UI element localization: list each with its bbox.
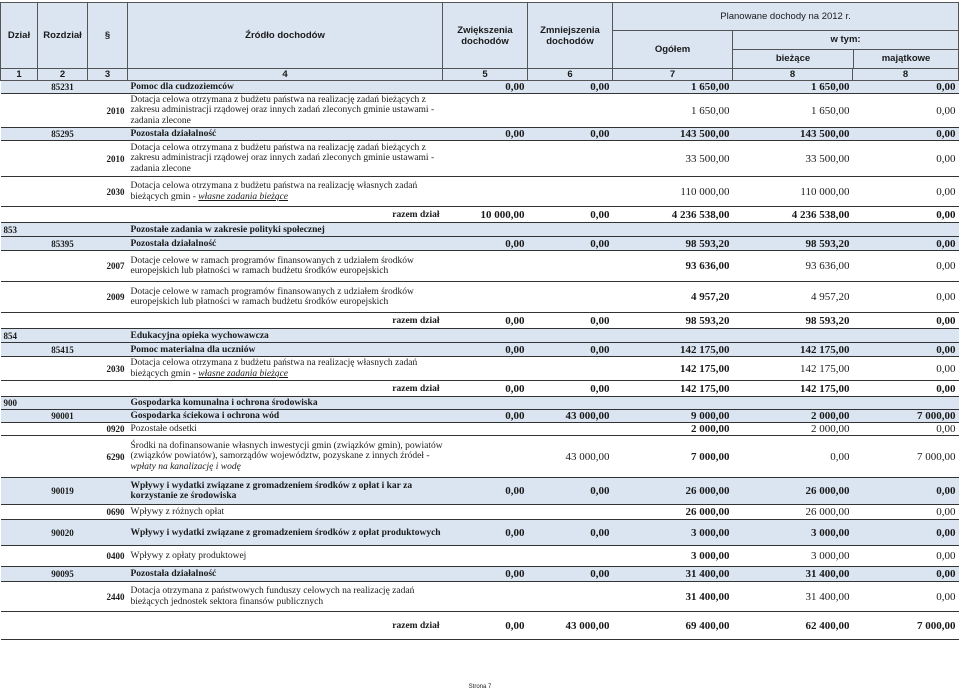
biezace-value: 0,00 xyxy=(733,436,853,478)
rozdzial-code: 90019 xyxy=(38,478,88,505)
majatkowe-value: 0,00 xyxy=(853,282,959,313)
ogolem-value: 9 000,00 xyxy=(613,410,733,423)
paragraf-code: 2030 xyxy=(88,177,128,207)
biezace-value: 1 650,00 xyxy=(733,81,853,94)
ogolem-value: 7 000,00 xyxy=(613,436,733,478)
razem-row xyxy=(1,313,959,329)
rozdzial-code: 90020 xyxy=(38,520,88,546)
zmniejszenia-value: 0,00 xyxy=(528,207,613,223)
zwiekszenia-value: 10 000,00 xyxy=(443,207,528,223)
razem-row xyxy=(1,207,959,223)
rozdzial-code: 90095 xyxy=(38,567,88,582)
colnum: 8 xyxy=(853,69,959,81)
zmniejszenia-value: 43 000,00 xyxy=(528,612,613,640)
majatkowe-value: 0,00 xyxy=(853,128,959,141)
biezace-value: 3 000,00 xyxy=(733,546,853,567)
income-table xyxy=(0,2,959,640)
col-paragraf-header: § xyxy=(88,3,128,69)
zwiekszenia-value: 0,00 xyxy=(443,478,528,505)
paragraf-code: 2030 xyxy=(88,357,128,381)
dzial-row xyxy=(1,397,959,410)
dzial-code: 854 xyxy=(1,329,38,343)
dzial-row xyxy=(1,329,959,343)
biezace-value: 110 000,00 xyxy=(733,177,853,207)
planowane-header: Planowane dochody na 2012 r. xyxy=(613,3,959,31)
biezace-value: 142 175,00 xyxy=(733,357,853,381)
biezace-value: 4 957,20 xyxy=(733,282,853,313)
ogolem-value: 142 175,00 xyxy=(613,381,733,397)
paragraf-row xyxy=(1,94,959,128)
paragraf-description: Środki na dofinansowanie własnych inwestycji gmin (związków gmin), powiatów (związków powiatów), samorządów województw, pozyskane z innych źródeł - wpłaty na kanalizację i wodę xyxy=(128,436,443,478)
ogolem-value: 4 957,20 xyxy=(613,282,733,313)
dzial-row xyxy=(1,223,959,237)
wtym-header: w tym: xyxy=(733,31,958,50)
zwiekszenia-value: 0,00 xyxy=(443,313,528,329)
col-zrodlo-header: Źródło dochodów xyxy=(128,3,443,69)
ogolem-value: 2 000,00 xyxy=(613,423,733,436)
zwiekszenia-value: 0,00 xyxy=(443,237,528,251)
paragraf-code: 6290 xyxy=(88,436,128,478)
majatkowe-value: 7 000,00 xyxy=(853,612,959,640)
zwiekszenia-value: 0,00 xyxy=(443,81,528,94)
biezace-value: 142 175,00 xyxy=(733,381,853,397)
zmniejszenia-value: 0,00 xyxy=(528,478,613,505)
paragraf-code: 2009 xyxy=(88,282,128,313)
majatkowe-value: 0,00 xyxy=(853,313,959,329)
majatkowe-value: 0,00 xyxy=(853,251,959,282)
majatkowe-value: 0,00 xyxy=(853,81,959,94)
ogolem-value: 143 500,00 xyxy=(613,128,733,141)
biezace-value: 1 650,00 xyxy=(733,94,853,128)
paragraf-code: 0690 xyxy=(88,505,128,520)
paragraf-description: Pozostałe odsetki xyxy=(128,423,443,436)
rozdzial-row xyxy=(1,237,959,251)
zmniejszenia-value: 43 000,00 xyxy=(528,410,613,423)
dzial-name: Edukacyjna opieka wychowawcza xyxy=(128,329,959,343)
razem-label: razem dział xyxy=(128,612,443,640)
colnum: 4 xyxy=(128,69,443,81)
majatkowe-value: 0,00 xyxy=(853,505,959,520)
ogolem-value: 110 000,00 xyxy=(613,177,733,207)
rozdzial-name: Pozostała działalność xyxy=(128,567,443,582)
col-ogolem-header: Ogółem xyxy=(613,31,733,69)
zmniejszenia-value: 0,00 xyxy=(528,237,613,251)
paragraf-code: 2007 xyxy=(88,251,128,282)
rozdzial-row xyxy=(1,81,959,94)
ogolem-value: 26 000,00 xyxy=(613,478,733,505)
zwiekszenia-value: 0,00 xyxy=(443,343,528,357)
majatkowe-value: 0,00 xyxy=(853,567,959,582)
ogolem-value: 98 593,20 xyxy=(613,313,733,329)
ogolem-value: 26 000,00 xyxy=(613,505,733,520)
biezace-value: 33 500,00 xyxy=(733,141,853,177)
zmniejszenia-value: 0,00 xyxy=(528,343,613,357)
rozdzial-code: 85295 xyxy=(38,128,88,141)
majatkowe-value: 0,00 xyxy=(853,478,959,505)
zwiekszenia-value: 0,00 xyxy=(443,567,528,582)
biezace-value: 98 593,20 xyxy=(733,313,853,329)
col-rozdzial-header: Rozdział xyxy=(38,3,88,69)
paragraf-description: Dotacja celowa otrzymana z budżetu państwa na realizację zadań bieżących z zakresu administracji rządowej oraz innych zadań zleconych gminie ustawami - zadania zlecone xyxy=(128,141,443,177)
biezace-value: 4 236 538,00 xyxy=(733,207,853,223)
zwiekszenia-value: 0,00 xyxy=(443,410,528,423)
colnum: 3 xyxy=(88,69,128,81)
ogolem-value: 33 500,00 xyxy=(613,141,733,177)
rozdzial-row xyxy=(1,567,959,582)
ogolem-value: 142 175,00 xyxy=(613,357,733,381)
majatkowe-value: 0,00 xyxy=(853,141,959,177)
biezace-value: 31 400,00 xyxy=(733,582,853,612)
biezace-value: 31 400,00 xyxy=(733,567,853,582)
colnum: 8 xyxy=(733,69,853,81)
colnum: 2 xyxy=(38,69,88,81)
zmniejszenia-value: 0,00 xyxy=(528,520,613,546)
biezace-value: 2 000,00 xyxy=(733,423,853,436)
biezace-value: 93 636,00 xyxy=(733,251,853,282)
rozdzial-name: Gospodarka ściekowa i ochrona wód xyxy=(128,410,443,423)
colnum: 7 xyxy=(613,69,733,81)
rozdzial-row xyxy=(1,410,959,423)
dzial-name: Pozostałe zadania w zakresie polityki społecznej xyxy=(128,223,959,237)
majatkowe-value: 0,00 xyxy=(853,582,959,612)
biezace-value: 62 400,00 xyxy=(733,612,853,640)
biezace-value: 26 000,00 xyxy=(733,505,853,520)
rozdzial-code: 85415 xyxy=(38,343,88,357)
paragraf-description: Dotacja otrzymana z państwowych funduszy celowych na realizację zadań bieżących jednostek sektora finansów publicznych xyxy=(128,582,443,612)
dzial-name: Gospodarka komunalna i ochrona środowiska xyxy=(128,397,959,410)
col-zwiekszenia-header: Zwiększenia dochodów xyxy=(443,3,528,69)
rozdzial-row xyxy=(1,478,959,505)
rozdzial-code: 85395 xyxy=(38,237,88,251)
header-row xyxy=(1,3,959,31)
paragraf-row xyxy=(1,546,959,567)
rozdzial-row xyxy=(1,128,959,141)
col-majatkowe-header: majątkowe xyxy=(881,53,931,64)
rozdzial-name: Pomoc materialna dla uczniów xyxy=(128,343,443,357)
zmniejszenia-value: 0,00 xyxy=(528,313,613,329)
biezace-value: 3 000,00 xyxy=(733,520,853,546)
dzial-code: 900 xyxy=(1,397,38,410)
biezace-value: 26 000,00 xyxy=(733,478,853,505)
paragraf-row xyxy=(1,177,959,207)
majatkowe-value: 0,00 xyxy=(853,546,959,567)
majatkowe-value: 0,00 xyxy=(853,381,959,397)
razem-label: razem dział xyxy=(128,313,443,329)
ogolem-value: 142 175,00 xyxy=(613,343,733,357)
ogolem-value: 31 400,00 xyxy=(613,582,733,612)
paragraf-code: 2010 xyxy=(88,141,128,177)
biezace-value: 143 500,00 xyxy=(733,128,853,141)
rozdzial-code: 90001 xyxy=(38,410,88,423)
paragraf-row xyxy=(1,282,959,313)
paragraf-code: 0920 xyxy=(88,423,128,436)
ogolem-value: 93 636,00 xyxy=(613,251,733,282)
rozdzial-name: Wpływy i wydatki związane z gromadzeniem środków z opłat produktowych xyxy=(128,520,443,546)
ogolem-value: 31 400,00 xyxy=(613,567,733,582)
colnum: 6 xyxy=(528,69,613,81)
majatkowe-value: 0,00 xyxy=(853,423,959,436)
rozdzial-row xyxy=(1,343,959,357)
ogolem-value: 4 236 538,00 xyxy=(613,207,733,223)
ogolem-value: 3 000,00 xyxy=(613,520,733,546)
dzial-code: 853 xyxy=(1,223,38,237)
razem-label: razem dział xyxy=(128,207,443,223)
zmniejszenia-value: 0,00 xyxy=(528,381,613,397)
majatkowe-value: 0,00 xyxy=(853,207,959,223)
colnum: 1 xyxy=(1,69,38,81)
col-zmniejszenia-header: Zmniejszenia dochodów xyxy=(528,3,613,69)
majatkowe-value: 7 000,00 xyxy=(853,436,959,478)
razem-row xyxy=(1,381,959,397)
majatkowe-value: 0,00 xyxy=(853,520,959,546)
paragraf-row xyxy=(1,141,959,177)
paragraf-code: 2440 xyxy=(88,582,128,612)
zmniejszenia-value: 0,00 xyxy=(528,567,613,582)
majatkowe-value: 0,00 xyxy=(853,343,959,357)
rozdzial-row xyxy=(1,520,959,546)
rozdzial-name: Pozostała działalność xyxy=(128,237,443,251)
col-biezace-header: bieżące xyxy=(733,50,854,68)
ogolem-value: 98 593,20 xyxy=(613,237,733,251)
razem-row xyxy=(1,612,959,640)
paragraf-description: Dotacja celowa otrzymana z budżetu państwa na realizację zadań bieżących z zakresu administracji rządowej oraz innych zadań zleconych gminie ustawami - zadania zlecone xyxy=(128,94,443,128)
zwiekszenia-value: 0,00 xyxy=(443,520,528,546)
ogolem-value: 1 650,00 xyxy=(613,81,733,94)
zmniejszenia-value: 0,00 xyxy=(528,128,613,141)
rozdzial-name: Pozostała działalność xyxy=(128,128,443,141)
paragraf-row xyxy=(1,251,959,282)
paragraf-row xyxy=(1,505,959,520)
paragraf-description: Dotacje celowe w ramach programów finansowanych z udziałem środków europejskich lub płatności w ramach budżetu środków europejskich xyxy=(128,282,443,313)
col-dzial-header: Dział xyxy=(1,3,38,69)
zwiekszenia-value: 0,00 xyxy=(443,128,528,141)
ogolem-value: 1 650,00 xyxy=(613,94,733,128)
paragraf-row xyxy=(1,423,959,436)
majatkowe-value: 0,00 xyxy=(853,94,959,128)
zwiekszenia-value: 0,00 xyxy=(443,381,528,397)
paragraf-description: Dotacja celowa otrzymana z budżetu państwa na realizację własnych zadań bieżących gmin - własne zadania bieżące xyxy=(128,177,443,207)
majatkowe-value: 7 000,00 xyxy=(853,410,959,423)
biezace-value: 2 000,00 xyxy=(733,410,853,423)
majatkowe-value: 0,00 xyxy=(853,177,959,207)
rozdzial-name: Pomoc dla cudzoziemców xyxy=(128,81,443,94)
zwiekszenia-value: 0,00 xyxy=(443,612,528,640)
column-numbers-row xyxy=(1,69,959,81)
ogolem-value: 3 000,00 xyxy=(613,546,733,567)
page-number: Strona 7 xyxy=(468,684,492,690)
paragraf-code: 2010 xyxy=(88,94,128,128)
rozdzial-code: 85231 xyxy=(38,81,88,94)
majatkowe-value: 0,00 xyxy=(853,237,959,251)
paragraf-description: Wpływy z opłaty produktowej xyxy=(128,546,443,567)
paragraf-description: Wpływy z różnych opłat xyxy=(128,505,443,520)
biezace-value: 142 175,00 xyxy=(733,343,853,357)
biezace-value: 98 593,20 xyxy=(733,237,853,251)
paragraf-description: Dotacja celowa otrzymana z budżetu państwa na realizację własnych zadań bieżących gmin - własne zadania bieżące xyxy=(128,357,443,381)
paragraf-row xyxy=(1,436,959,478)
paragraf-row xyxy=(1,582,959,612)
razem-label: razem dział xyxy=(128,381,443,397)
ogolem-value: 69 400,00 xyxy=(613,612,733,640)
colnum: 5 xyxy=(443,69,528,81)
zmniejszenia-value: 0,00 xyxy=(528,81,613,94)
paragraf-description: Dotacje celowe w ramach programów finansowanych z udziałem środków europejskich lub płatności w ramach budżetu środków europejskich xyxy=(128,251,443,282)
majatkowe-value: 0,00 xyxy=(853,357,959,381)
paragraf-row xyxy=(1,357,959,381)
zmniejszenia-value: 43 000,00 xyxy=(528,436,613,478)
paragraf-code: 0400 xyxy=(88,546,128,567)
rozdzial-name: Wpływy i wydatki związane z gromadzeniem środków z opłat i kar za korzystanie ze środowiska xyxy=(128,478,443,505)
